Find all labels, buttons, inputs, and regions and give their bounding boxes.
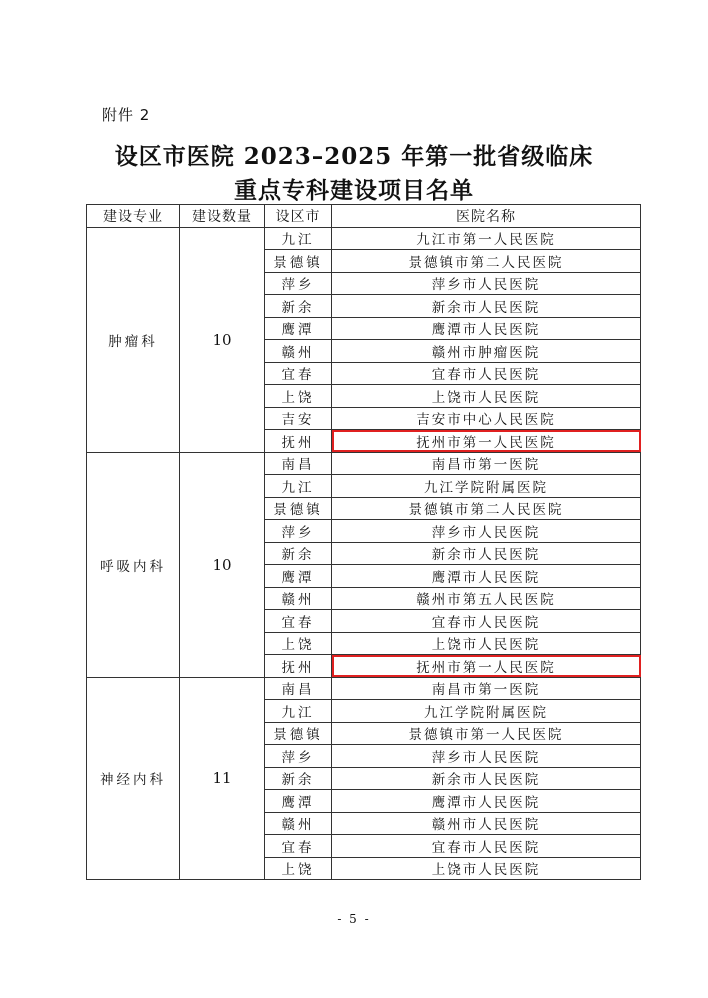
hospital-name-cell: 景德镇市第二人民医院 xyxy=(332,250,641,273)
city-cell: 抚州 xyxy=(265,430,332,453)
specialty-cell: 呼吸内科 xyxy=(87,452,180,677)
city-cell: 鹰潭 xyxy=(265,565,332,588)
hospital-name-cell: 鹰潭市人民医院 xyxy=(332,317,641,340)
city-cell: 上饶 xyxy=(265,385,332,408)
city-cell: 鹰潭 xyxy=(265,790,332,813)
hospital-name-cell: 赣州市第五人民医院 xyxy=(332,587,641,610)
hospital-name-cell: 吉安市中心人民医院 xyxy=(332,407,641,430)
city-cell: 萍乡 xyxy=(265,520,332,543)
header-hospital-name: 医院名称 xyxy=(332,205,641,228)
header-count: 建设数量 xyxy=(180,205,265,228)
count-cell: 11 xyxy=(180,677,265,880)
hospital-name-cell: 九江学院附属医院 xyxy=(332,475,641,498)
city-cell: 萍乡 xyxy=(265,272,332,295)
city-cell: 新余 xyxy=(265,767,332,790)
city-cell: 萍乡 xyxy=(265,745,332,768)
table-row xyxy=(87,677,641,700)
city-cell: 南昌 xyxy=(265,452,332,475)
table-row xyxy=(87,227,641,250)
city-cell: 南昌 xyxy=(265,677,332,700)
city-cell: 九江 xyxy=(265,700,332,723)
hospital-name-cell-highlighted: 抚州市第一人民医院 xyxy=(332,430,641,453)
city-cell: 宜春 xyxy=(265,362,332,385)
table-body xyxy=(87,227,641,880)
hospital-name-cell-highlighted: 抚州市第一人民医院 xyxy=(332,655,641,678)
city-cell: 景德镇 xyxy=(265,497,332,520)
city-cell: 新余 xyxy=(265,542,332,565)
specialty-cell: 神经内科 xyxy=(87,677,180,880)
city-cell: 宜春 xyxy=(265,610,332,633)
attachment-label: 附件 2 xyxy=(102,106,151,124)
hospital-name-cell: 南昌市第一医院 xyxy=(332,677,641,700)
hospital-name-cell: 鹰潭市人民医院 xyxy=(332,790,641,813)
hospital-name-cell: 萍乡市人民医院 xyxy=(332,272,641,295)
hospital-name-cell: 新余市人民医院 xyxy=(332,542,641,565)
city-cell: 赣州 xyxy=(265,340,332,363)
hospital-name-cell: 上饶市人民医院 xyxy=(332,632,641,655)
header-specialty: 建设专业 xyxy=(87,205,180,228)
hospital-list-table xyxy=(86,204,641,880)
hospital-name-cell: 上饶市人民医院 xyxy=(332,857,641,880)
count-cell: 10 xyxy=(180,227,265,452)
hospital-name-cell: 南昌市第一医院 xyxy=(332,452,641,475)
page-number: - 5 - xyxy=(337,912,371,926)
header-city: 设区市 xyxy=(265,205,332,228)
specialty-cell: 肿瘤科 xyxy=(87,227,180,452)
hospital-name-cell: 九江学院附属医院 xyxy=(332,700,641,723)
hospital-name-cell: 赣州市肿瘤医院 xyxy=(332,340,641,363)
count-cell: 10 xyxy=(180,452,265,677)
document-title-line-1: 设区市医院 2023–2025 年第一批省级临床 xyxy=(114,143,594,170)
city-cell: 景德镇 xyxy=(265,722,332,745)
table-header-row xyxy=(87,205,641,228)
hospital-name-cell: 宜春市人民医院 xyxy=(332,835,641,858)
hospital-name-cell: 萍乡市人民医院 xyxy=(332,745,641,768)
city-cell: 上饶 xyxy=(265,857,332,880)
city-cell: 上饶 xyxy=(265,632,332,655)
city-cell: 吉安 xyxy=(265,407,332,430)
city-cell: 鹰潭 xyxy=(265,317,332,340)
hospital-name-cell: 九江市第一人民医院 xyxy=(332,227,641,250)
hospital-name-cell: 赣州市人民医院 xyxy=(332,812,641,835)
hospital-name-cell: 新余市人民医院 xyxy=(332,295,641,318)
city-cell: 新余 xyxy=(265,295,332,318)
hospital-name-cell: 景德镇市第二人民医院 xyxy=(332,497,641,520)
hospital-name-cell: 萍乡市人民医院 xyxy=(332,520,641,543)
city-cell: 宜春 xyxy=(265,835,332,858)
document-title-line-2: 重点专科建设项目名单 xyxy=(234,177,474,204)
city-cell: 景德镇 xyxy=(265,250,332,273)
city-cell: 抚州 xyxy=(265,655,332,678)
hospital-name-cell: 宜春市人民医院 xyxy=(332,362,641,385)
city-cell: 赣州 xyxy=(265,587,332,610)
hospital-name-cell: 景德镇市第一人民医院 xyxy=(332,722,641,745)
city-cell: 九江 xyxy=(265,227,332,250)
city-cell: 九江 xyxy=(265,475,332,498)
hospital-name-cell: 宜春市人民医院 xyxy=(332,610,641,633)
hospital-name-cell: 新余市人民医院 xyxy=(332,767,641,790)
city-cell: 赣州 xyxy=(265,812,332,835)
table-row xyxy=(87,452,641,475)
hospital-name-cell: 上饶市人民医院 xyxy=(332,385,641,408)
hospital-name-cell: 鹰潭市人民医院 xyxy=(332,565,641,588)
